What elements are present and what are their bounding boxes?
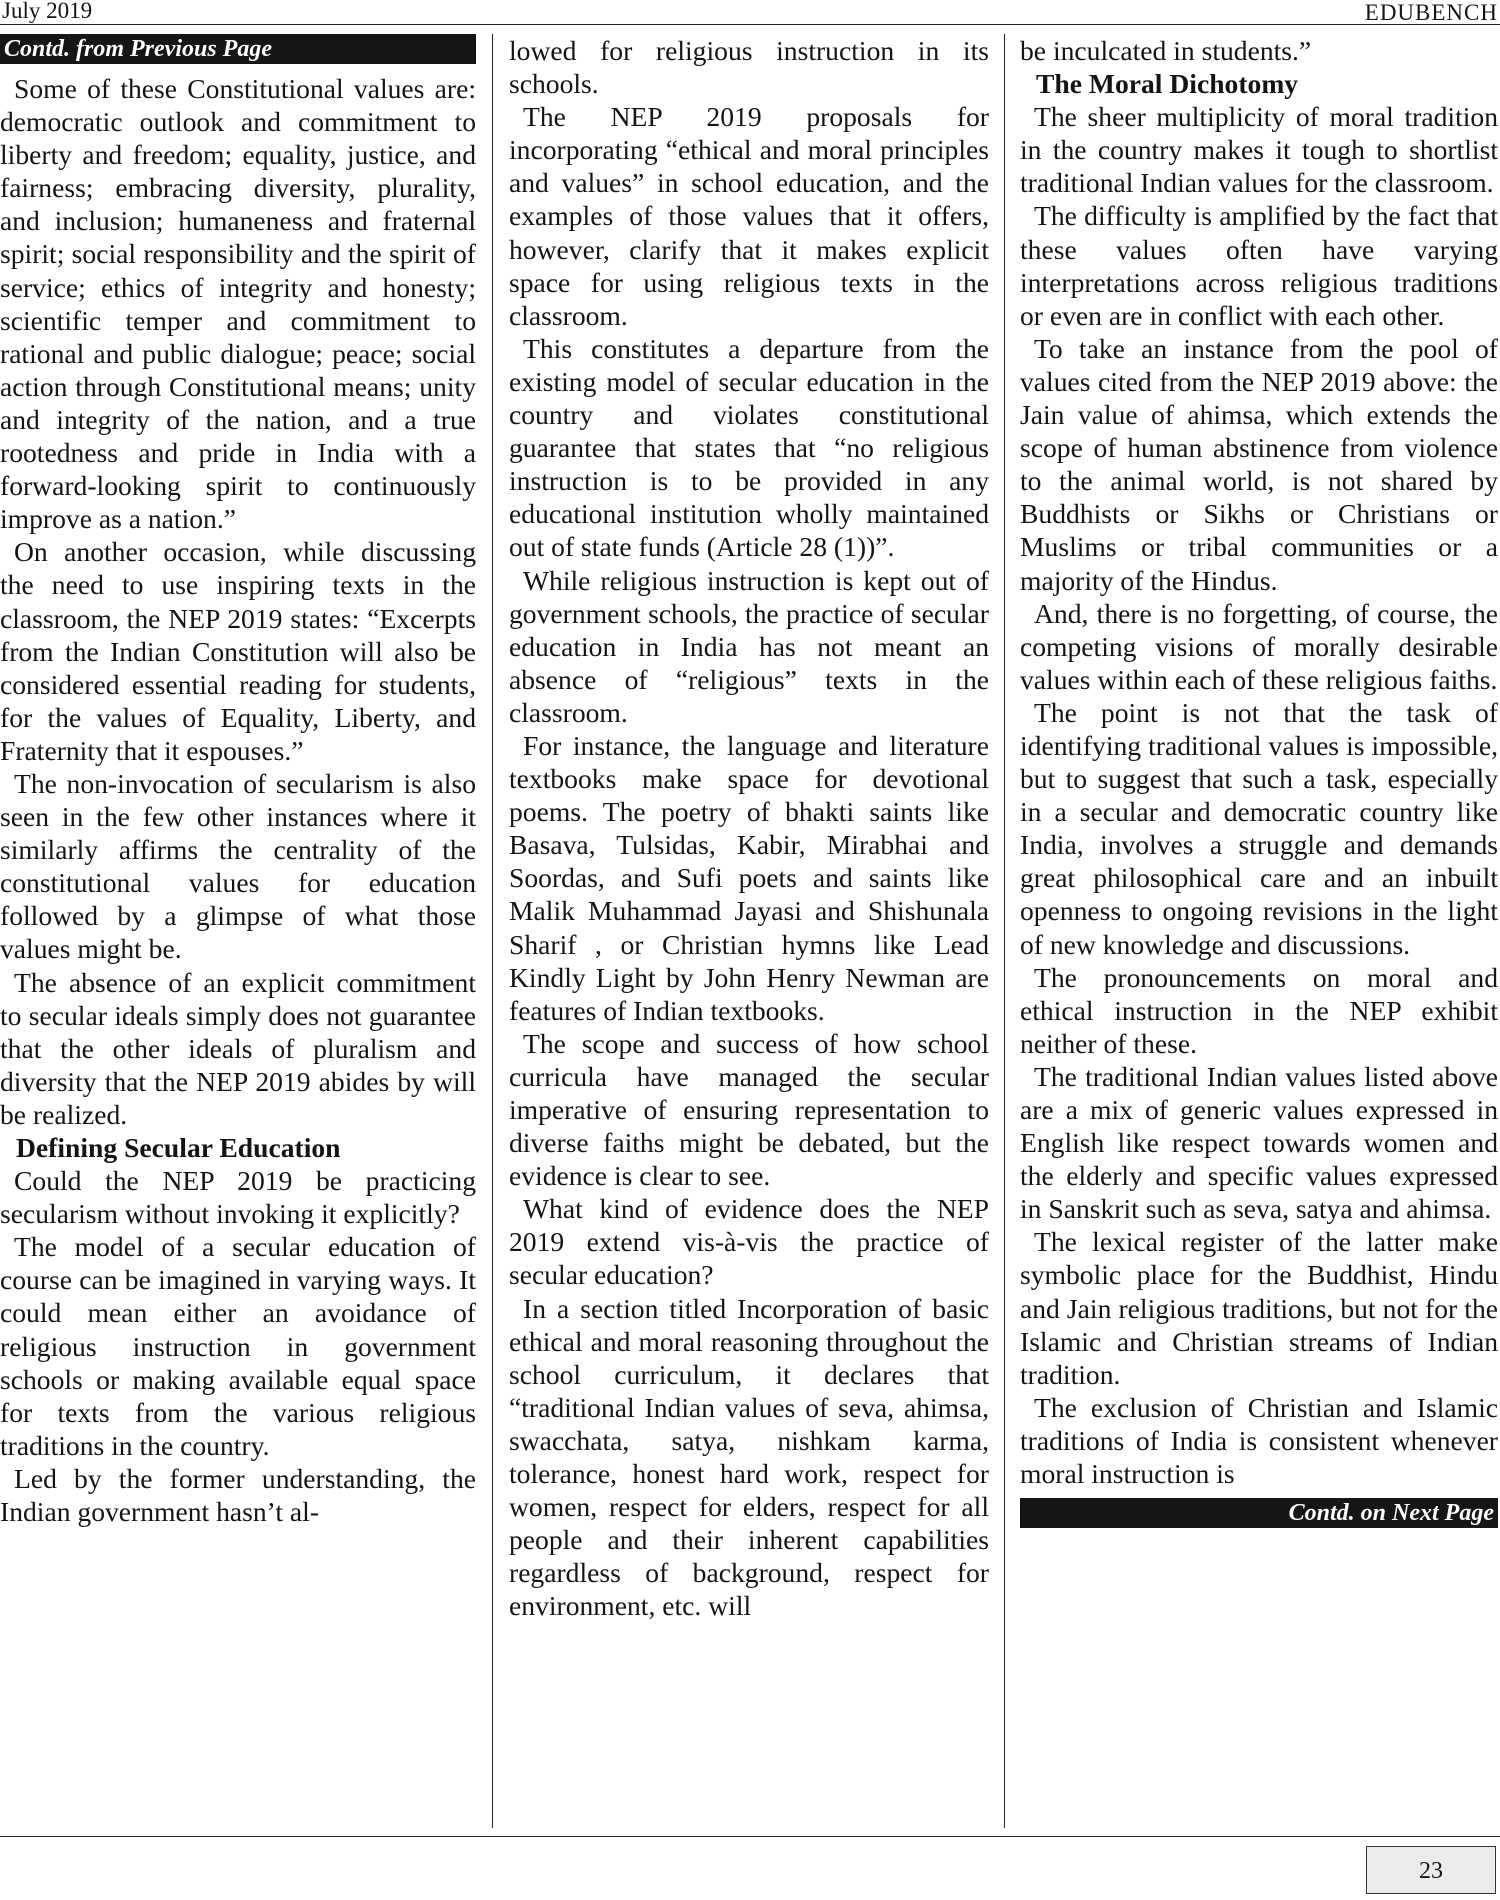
article-paragraph: To take an instance from the pool of values cited from the NEP 2019 above: the Jain value of ahimsa, which extends the scope of human abstinence from violence to the animal world, is not shared by Buddhists or Sikhs or Christians or Muslims or tribal communities or a majority of the Hindus. [1020, 332, 1498, 596]
article-paragraph: The lexical register of the latter make symbolic place for the Buddhist, Hindu and Jain religious traditions, but not for the Islamic and Christian streams of Indian tradition. [1020, 1226, 1498, 1390]
column-divider-1 [492, 34, 493, 1828]
article-paragraph: The scope and success of how school curricula have managed the secular imperative of ensuring representation to diverse faiths might be debated, but the evidence is clear to see. [509, 1027, 989, 1192]
article-paragraph: Could the NEP 2019 be practicing secularism without invoking it explicitly? [0, 1165, 476, 1230]
article-paragraph: lowed for religious instruction in its schools. [509, 35, 989, 100]
article-column-2 [509, 34, 989, 1623]
article-paragraph: Some of these Constitutional values are: democratic outlook and commitment to liberty and freedom; equality, justice, and fairness; embracing diversity, plurality, and inclusion; humaneness and fraternal spirit; social responsibility and the spirit of service; ethics of integrity and honesty; scientific temper and commitment to rational and public dialogue; peace; social action through Constitutional means; unity and integrity of the nation, and a true rootedness and pride in India with a forward-looking spirit to continuously improve as a nation.” [0, 73, 476, 535]
article-paragraph: On another occasion, while discussing the need to use inspiring texts in the classroom, the NEP 2019 states: “Excerpts from the Indian Constitution will also be considered essential reading for students, for the values of Equality, Liberty, and Fraternity that it espouses.” [0, 536, 476, 766]
article-column-3 [1020, 34, 1498, 1528]
article-paragraph: The NEP 2019 proposals for incorporating “ethical and moral principles and values” in school education, and the examples of those values that it offers, however, clarify that it makes explicit space for using religious texts in the classroom. [509, 101, 989, 331]
column-divider-2 [1004, 34, 1005, 1828]
publication-name: EDUBENCH [1364, 0, 1498, 25]
article-paragraph: The traditional Indian values listed above are a mix of generic values expressed in English like respect towards women and the elderly and specific values expressed in Sanskrit such as seva, satya and ahimsa. [1020, 1060, 1498, 1225]
page-number: 23 [1366, 1846, 1496, 1894]
article-paragraph: The point is not that the task of identifying traditional values is impossible, but to suggest that such a task, especially in a secular and democratic country like India, involves a struggle and demands great philosophical care and an inbuilt openness to ongoing revisions in the light of new knowledge and discussions. [1020, 696, 1498, 960]
issue-date: July 2019 [2, 0, 93, 23]
article-paragraph: And, there is no forgetting, of course, the competing visions of morally desirable values within each of these religious faiths. [1020, 597, 1498, 695]
article-paragraph: What kind of evidence does the NEP 2019 extend vis-à-vis the practice of secular education? [509, 1193, 989, 1291]
article-paragraph: The difficulty is amplified by the fact that these values often have varying interpretations across religious traditions or even are in conflict with each other. [1020, 200, 1498, 331]
article-column-1 [0, 34, 476, 1528]
footer-rule [0, 1836, 1500, 1837]
article-paragraph: The model of a secular education of course can be imagined in varying ways. It could mean either an avoidance of religious instruction in government schools or making available equal space for texts from the various religious traditions in the country. [0, 1231, 476, 1461]
article-paragraph: While religious instruction is kept out of government schools, the practice of secular education in India has not meant an absence of “religious” texts in the classroom. [509, 564, 989, 728]
continued-from-banner: Contd. from Previous Page [0, 34, 476, 64]
continued-on-banner: Contd. on Next Page [1020, 1498, 1498, 1528]
article-paragraph: The sheer multiplicity of moral tradition in the country makes it tough to shortlist traditional Indian values for the classroom. [1020, 101, 1498, 199]
article-paragraph: The pronouncements on moral and ethical instruction in the NEP exhibit neither of these. [1020, 961, 1498, 1059]
article-paragraph: In a section titled Incorporation of basic ethical and moral reasoning throughout the school curriculum, it declares that “traditional Indian values of seva, ahimsa, swacchata, satya, nishkam karma, tolerance, honest hard work, respect for women, respect for elders, respect for all people and their inherent capabilities regardless of background, respect for environment, etc. will [509, 1292, 989, 1622]
article-paragraph: be inculcated in students.” [1020, 35, 1312, 66]
section-heading: Defining Secular Education [16, 1132, 341, 1163]
article-paragraph: The absence of an explicit commitment to secular ideals simply does not guarantee that the other ideals of pluralism and diversity that the NEP 2019 abides by will be realized. [0, 966, 476, 1130]
article-paragraph: For instance, the language and literature textbooks make space for devotional poems. The poetry of bhakti saints like Basava, Tulsidas, Kabir, Mirabhai and Soordas, and Sufi poets and saints like Malik Muhammad Jayasi and Shishunala Sharif , or Christian hymns like Lead Kindly Light by John Henry Newman are features of Indian textbooks. [509, 729, 989, 1026]
article-paragraph: The non-invocation of secularism is also seen in the few other instances where it similarly affirms the centrality of the constitutional values for education followed by a glimpse of what those values might be. [0, 767, 476, 965]
article-paragraph: This constitutes a departure from the existing model of secular education in the country and violates constitutional guarantee that states that “no religious instruction is to be provided in any educational institution wholly maintained out of state funds (Article 28 (1))”. [509, 332, 989, 563]
article-paragraph: The exclusion of Christian and Islamic traditions of India is consistent whenever moral instruction is [1020, 1391, 1498, 1490]
section-heading: The Moral Dichotomy [1036, 68, 1299, 100]
article-paragraph: Led by the former understanding, the Indian government hasn’t al- [0, 1462, 476, 1528]
header-rule [0, 24, 1500, 25]
